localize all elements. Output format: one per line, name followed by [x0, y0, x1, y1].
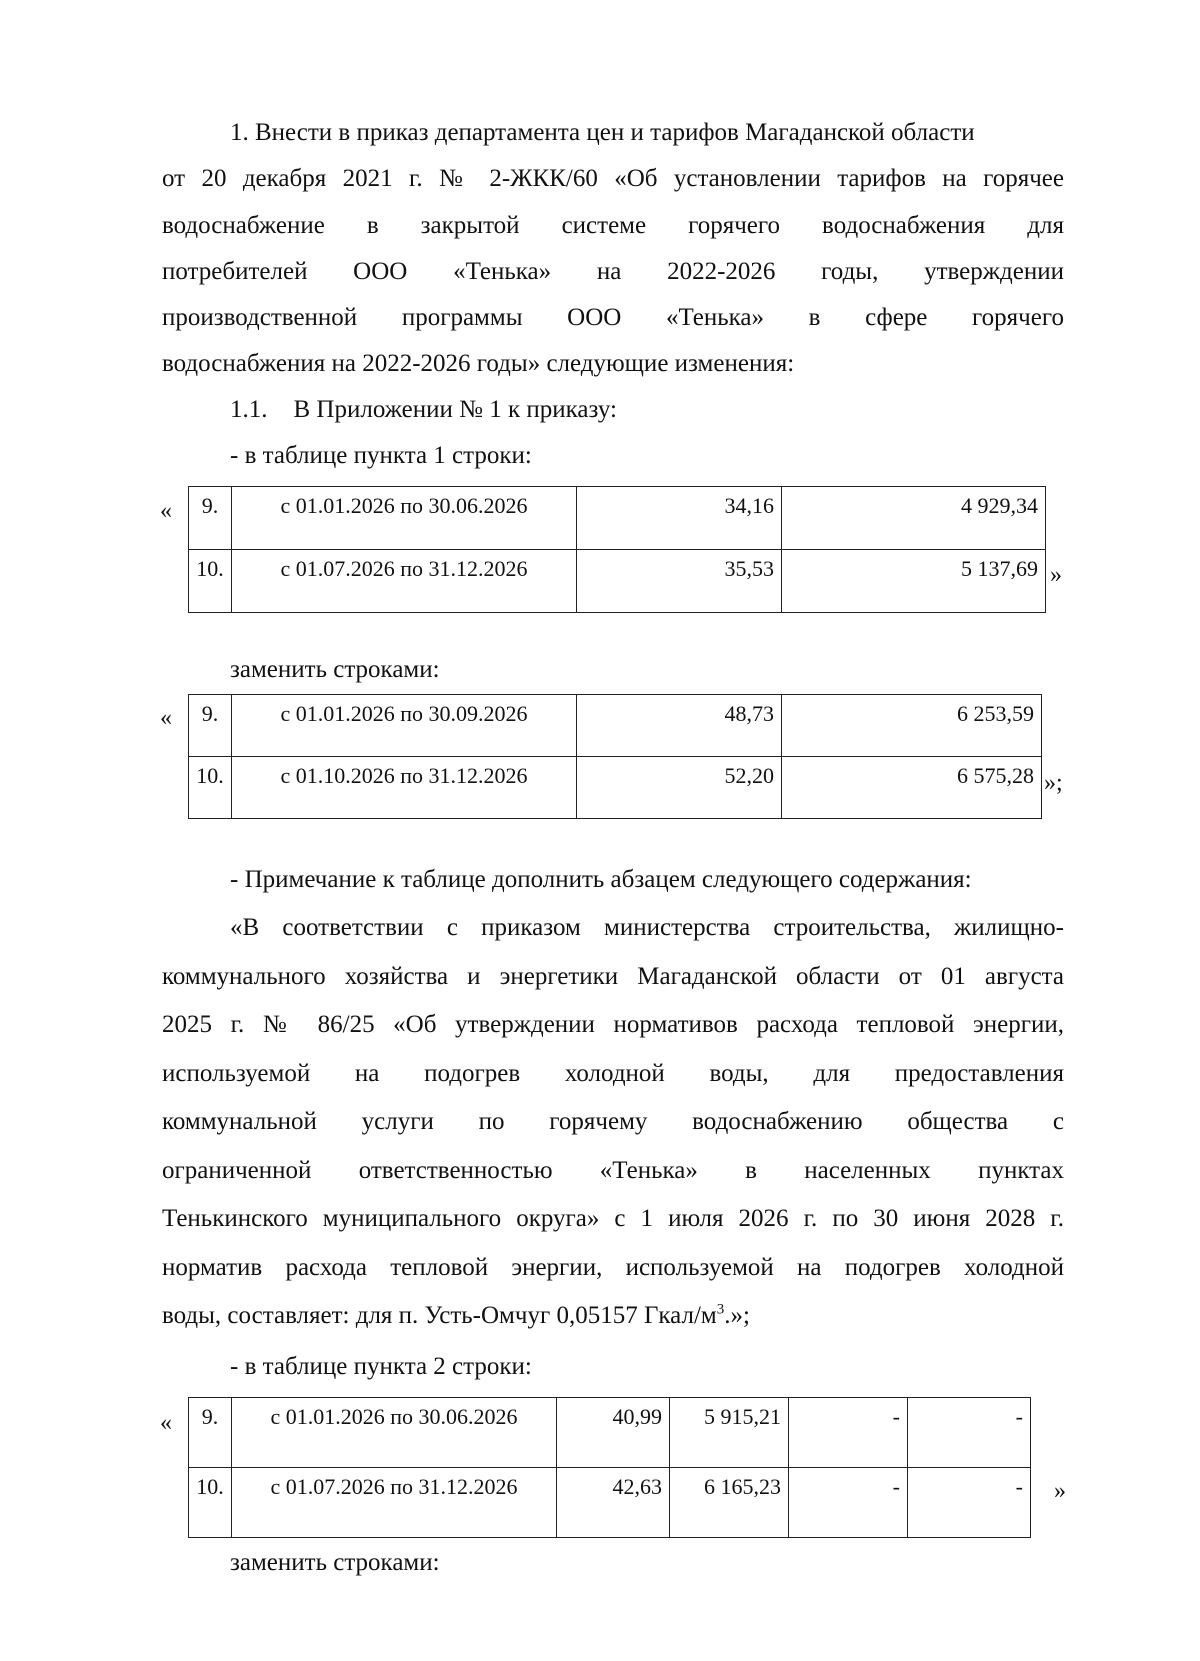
- table-row: [189, 550, 1046, 613]
- subsection-text: В Приложении № 1 к приказу:: [293, 396, 617, 423]
- paragraph-1-line-2: от 20 декабря 2021 г. № 2-ЖКК/60 «Об установлении тарифов на горячее: [162, 165, 1064, 192]
- table-1-new: [188, 694, 1042, 819]
- note-last-text: воды, составляет: для п. Усть-Омчуг 0,05157 Гкал/м: [162, 1302, 717, 1329]
- quote-open: «: [160, 705, 172, 731]
- row-number: 10.: [189, 757, 232, 819]
- value-cell: -: [908, 1398, 1031, 1468]
- value-cell: 5 137,69: [782, 550, 1046, 613]
- note-line-5: коммунальной услуги по горячему водоснабжению общества с: [162, 1108, 1064, 1135]
- table-row: [189, 1468, 1031, 1538]
- subsection-1-1: [230, 395, 1064, 425]
- period-cell: с 01.01.2026 по 30.06.2026: [232, 1398, 557, 1468]
- table-row: [189, 1398, 1031, 1468]
- replace-label-2: заменить строками:: [230, 1549, 440, 1576]
- note-line-2: коммунального хозяйства и энергетики Магаданской области от 01 августа: [162, 963, 1064, 990]
- note-line-9: [162, 1301, 1064, 1331]
- period-cell: с 01.07.2026 по 31.12.2026: [232, 1468, 557, 1538]
- period-cell: с 01.01.2026 по 30.06.2026: [232, 487, 577, 550]
- value-cell: 52,20: [577, 757, 782, 819]
- table-2-intro: - в таблице пункта 2 строки:: [230, 1353, 532, 1380]
- value-cell: 5 915,21: [670, 1398, 789, 1468]
- value-cell: 6 253,59: [782, 695, 1042, 757]
- table-1-intro: - в таблице пункта 1 строки:: [230, 442, 532, 469]
- table-row: [189, 487, 1046, 550]
- note-intro: - Примечание к таблице дополнить абзацем следующего содержания:: [230, 866, 972, 893]
- period-cell: с 01.01.2026 по 30.09.2026: [232, 695, 577, 757]
- paragraph-1-line-5: производственной программы ООО «Тенька» в сфере горячего: [162, 304, 1064, 331]
- value-cell: 40,99: [557, 1398, 670, 1468]
- table-2-old: [188, 1397, 1031, 1538]
- row-number: 9.: [189, 695, 232, 757]
- note-line-6: ограниченной ответственностью «Тенька» в населенных пунктах: [162, 1157, 1064, 1184]
- period-cell: с 01.07.2026 по 31.12.2026: [232, 550, 577, 613]
- period-cell: с 01.10.2026 по 31.12.2026: [232, 757, 577, 819]
- note-line-8: норматив расхода тепловой энергии, используемой на подогрев холодной: [162, 1254, 1064, 1281]
- value-cell: 34,16: [577, 487, 782, 550]
- value-cell: 35,53: [577, 550, 782, 613]
- value-cell: 6 165,23: [670, 1468, 789, 1538]
- replace-label-1: заменить строками:: [230, 656, 440, 683]
- paragraph-1-line-1: 1. Внести в приказ департамента цен и тарифов Магаданской области: [230, 119, 975, 146]
- value-cell: -: [908, 1468, 1031, 1538]
- table-1-old: [188, 486, 1046, 613]
- note-line-7: Тенькинского муниципального округа» с 1 июля 2026 г. по 30 июня 2028 г.: [162, 1205, 1064, 1232]
- quote-close: »: [1054, 1478, 1066, 1504]
- subsection-number: 1.1.: [230, 396, 268, 423]
- note-last-end: .»;: [724, 1302, 750, 1329]
- value-cell: 42,63: [557, 1468, 670, 1538]
- note-line-3: 2025 г. № 86/25 «Об утверждении нормативов расхода тепловой энергии,: [162, 1011, 1064, 1038]
- quote-open: «: [160, 498, 172, 524]
- value-cell: 4 929,34: [782, 487, 1046, 550]
- row-number: 9.: [189, 1398, 232, 1468]
- note-line-1: «В соответствии с приказом министерства строительства, жилищно-: [230, 914, 1064, 941]
- row-number: 9.: [189, 487, 232, 550]
- quote-close-semicolon: »;: [1044, 770, 1063, 796]
- row-number: 10.: [189, 1468, 232, 1538]
- value-cell: 6 575,28: [782, 757, 1042, 819]
- table-row: [189, 695, 1042, 757]
- paragraph-1-line-6: водоснабжения на 2022-2026 годы» следующие изменения:: [162, 350, 795, 377]
- paragraph-1-line-3: водоснабжение в закрытой системе горячего водоснабжения для: [162, 212, 1064, 239]
- row-number: 10.: [189, 550, 232, 613]
- quote-close: »: [1050, 562, 1062, 588]
- superscript: 3: [716, 1301, 725, 1318]
- value-cell: -: [789, 1398, 908, 1468]
- table-row: [189, 757, 1042, 819]
- note-line-4: используемой на подогрев холодной воды, для предоставления: [162, 1060, 1064, 1087]
- value-cell: 48,73: [577, 695, 782, 757]
- paragraph-1-line-4: потребителей ООО «Тенька» на 2022-2026 годы, утверждении: [162, 258, 1064, 285]
- value-cell: -: [789, 1468, 908, 1538]
- quote-open: «: [160, 1410, 172, 1436]
